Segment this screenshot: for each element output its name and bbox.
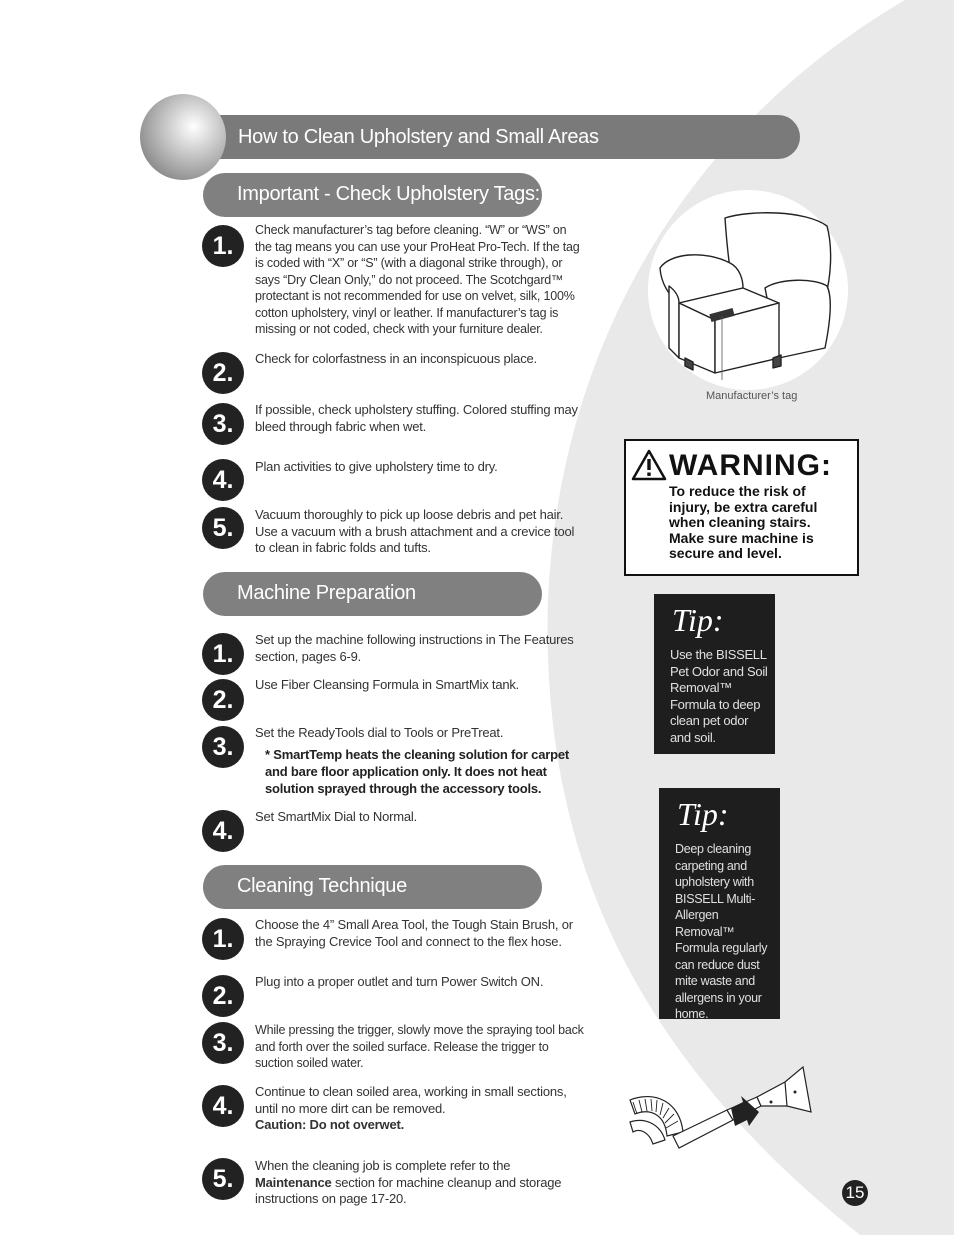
warning-text: To reduce the risk of injury, be extra careful when cleaning stairs. Make sure machine is secure and level. (669, 483, 818, 561)
manufacturer-tag-caption: Manufacturer’s tag (706, 390, 798, 402)
step-number: 1. (202, 225, 244, 267)
step-number: 2. (202, 679, 244, 721)
step-number: 5. (202, 1158, 244, 1200)
caution-text: Caution: Do not overwet. (255, 1117, 405, 1132)
step-text: When the cleaning job is complete refer to the Maintenance section for machine cleanup and storage instructions on page 17-20. (255, 1158, 562, 1206)
step-text: If possible, check upholstery stuffing. Colored stuffing may bleed through fabric when wet. (255, 402, 578, 434)
step-text: Continue to clean soiled area, working in small sections, until no more dirt can be removed. Caution: Do not overwet. (255, 1084, 567, 1132)
step-number: 2. (202, 975, 244, 1017)
step-text: Check for colorfastness in an inconspicuous place. (255, 351, 537, 366)
warning-title: WARNING: (631, 449, 667, 489)
step-text: While pressing the trigger, slowly move the spraying tool back and forth over the soiled surface. Release the trigger to suction soiled water. (255, 1023, 584, 1070)
armchair-icon (655, 208, 835, 383)
page-title: How to Clean Upholstery and Small Areas (196, 115, 800, 159)
step-text: Plug into a proper outlet and turn Power Switch ON. (255, 974, 544, 989)
step-text: Check manufacturer’s tag before cleaning. “W” or “WS” on the tag means you can use your ProHeat Pro-Tech. If the tag is coded with “X” or “S” (with a diagonal strike through), or says “Dry Clean Only,” do not proceed. The Scotchgard™ protectant is not recommended for use on velvet, silk, 100% cotton upholstery, vinyl or leather. If manufacturer’s tag is missing or not coded, check with your furniture dealer. (255, 223, 580, 336)
step-number: 2. (202, 352, 244, 394)
step-number: 3. (202, 726, 244, 768)
step-number: 4. (202, 459, 244, 501)
header-orb-icon (140, 94, 226, 180)
smarttemp-note: * SmartTemp heats the cleaning solution for carpet and bare floor application only. It does not heat solution sprayed through the accessory tools. (265, 747, 569, 796)
step-text: Use Fiber Cleansing Formula in SmartMix tank. (255, 677, 520, 692)
tip-text: Deep cleaning carpeting and upholstery with BISSELL Multi-Allergen Removal™ Formula regularly can reduce dust mite waste and allergens in your home. (675, 842, 768, 1021)
step-number: 5. (202, 507, 244, 549)
page-number: 15 (842, 1180, 868, 1206)
step-text: Vacuum thoroughly to pick up loose debris and pet hair. Use a vacuum with a brush attachment and a crevice tool to clean in fabric folds and tufts. (255, 507, 575, 555)
tip-title: Tip: (672, 602, 724, 638)
step-text: Set the ReadyTools dial to Tools or PreTreat. (255, 725, 504, 740)
step-text: Plan activities to give upholstery time to dry. (255, 459, 498, 474)
step-text: Set up the machine following instructions in The Features section, pages 6-9. (255, 632, 574, 664)
step-number: 4. (202, 1085, 244, 1127)
tip-title: Tip: (677, 796, 729, 832)
hose-tool-icon (625, 1062, 815, 1162)
step-number: 1. (202, 633, 244, 675)
section-title-machine-preparation: Machine Preparation (203, 572, 542, 616)
step-number: 4. (202, 810, 244, 852)
step-number: 3. (202, 1022, 244, 1064)
section-title-cleaning-technique: Cleaning Technique (203, 865, 542, 909)
section-title-upholstery-tags: Important - Check Upholstery Tags: (203, 173, 542, 217)
step-number: 1. (202, 918, 244, 960)
step-text: Choose the 4” Small Area Tool, the Tough Stain Brush, or the Spraying Crevice Tool and connect to the flex hose. (255, 917, 573, 949)
warning-triangle-icon (631, 449, 667, 481)
step-text: Set SmartMix Dial to Normal. (255, 809, 417, 824)
tip-text: Use the BISSELL Pet Odor and Soil Removal™ Formula to deep clean pet odor and soil. (670, 647, 768, 745)
maintenance-link-text: Maintenance (255, 1174, 332, 1190)
step-number: 3. (202, 403, 244, 445)
